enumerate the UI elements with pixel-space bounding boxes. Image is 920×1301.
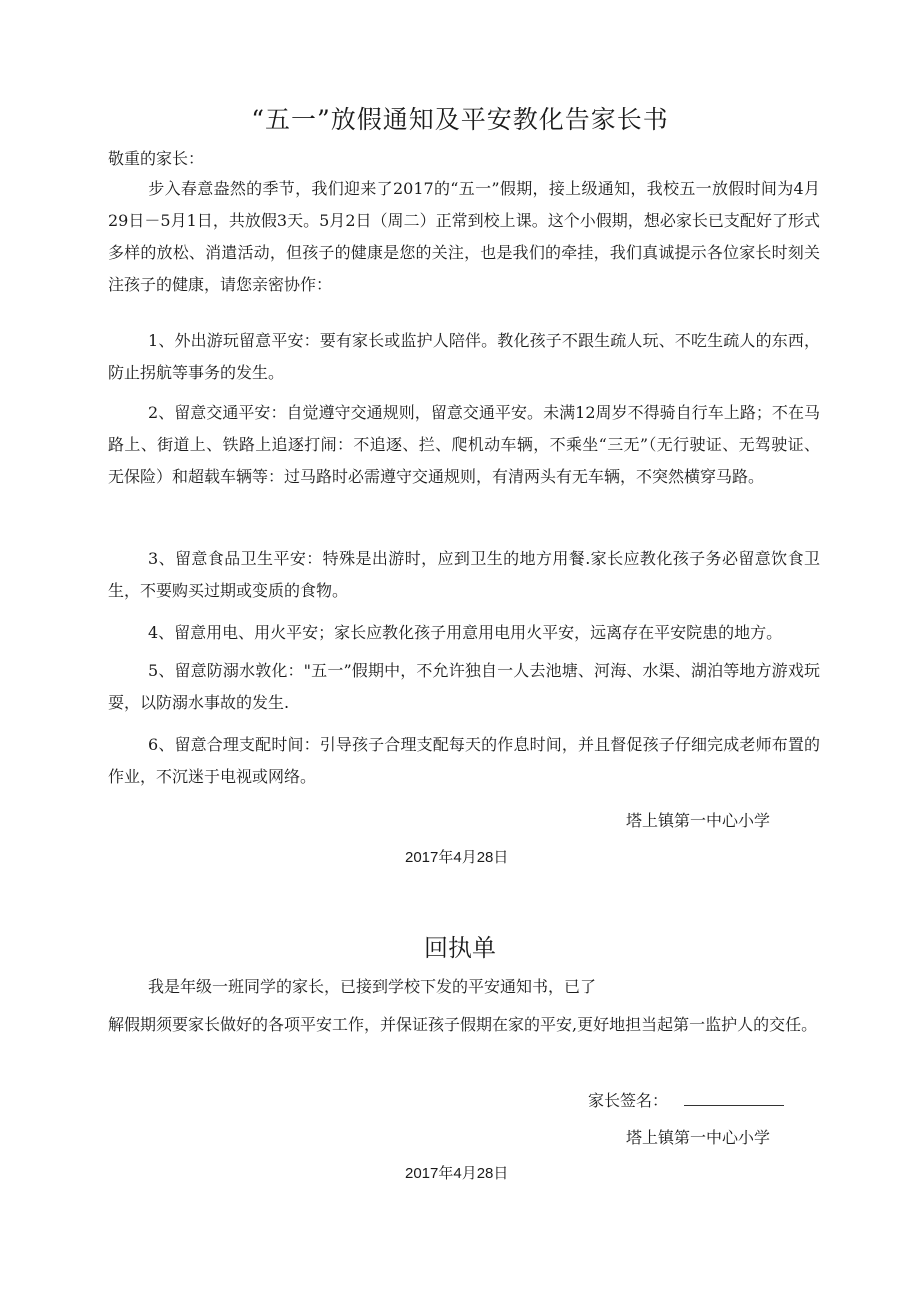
intro-paragraph	[108, 173, 820, 301]
signature-field[interactable]	[684, 1089, 784, 1106]
salutation: 敬重的家长：	[108, 149, 205, 168]
signature-row	[588, 1088, 784, 1111]
notice-item-5: 5、留意防溺水敦化："五一”假期中，不允许独自一人去池塘、河海、水渠、湖泊等地方游戏玩耍，以防溺水事故的发生.	[108, 661, 820, 712]
receipt-line-1: 我是年级一班同学的家长，已接到学校下发的平安通知书，已了	[148, 977, 597, 996]
notice-signer: 塔上镇第一中心小学	[626, 811, 771, 830]
notice-item-2: 2、留意交通平安：自觉遵守交通规则，留意交通平安。未满12周岁不得骑自行车上路；不在马路上、街道上、铁路上追逐打闹：不追逐、拦、爬机动车辆，不乘坐“三无”（无行驶证、无驾驶证、无保险）和超载车辆等：过马路时必需遵守交通规则，有清两头有无车辆，不突然横穿马路。	[108, 403, 820, 486]
notice-title: “五一”放假通知及平安教化告家长书	[251, 105, 669, 134]
notice-item-3: 3、留意食品卫生平安：特殊是出游时，应到卫生的地方用餐.家长应教化孩子务必留意饮食卫生，不要购买过期或变质的食物。	[108, 549, 820, 600]
receipt-title: 回执单	[424, 934, 496, 962]
receipt-date: 2017年4月28日	[405, 1165, 509, 1182]
signature-label: 家长签名：	[588, 1091, 669, 1110]
intro-text: 步入春意盎然的季节，我们迎来了2017的“五一”假期，接上级通知，我校五一放假时间为4月29日－5月1日，共放假3天。5月2日（周二）正常到校上课。这个小假期，想必家长已支配好了形式多样的放松、消遣活动，但孩子的健康是您的关注，也是我们的牵挂，我们真诚提示各位家长时刻关注孩子的健康，请您亲密协作：	[108, 179, 820, 294]
notice-item-6: 6、留意合理支配时间：引导孩子合理支配每天的作息时间，并且督促孩子仔细完成老师布置的作业，不沉迷于电视或网络。	[108, 735, 820, 786]
receipt-line-2: 解假期须要家长做好的各项平安工作，并保证孩子假期在家的平安,更好地担当起第一监护人的交任。	[108, 1015, 818, 1034]
notice-item-1: 1、外出游玩留意平安：要有家长或监护人陪伴。教化孩子不跟生疏人玩、不吃生疏人的东西，防止拐航等事务的发生。	[108, 331, 820, 382]
receipt-signer: 塔上镇第一中心小学	[626, 1128, 771, 1147]
notice-item-4: 4、留意用电、用火平安；家长应教化孩子用意用电用火平安，远离存在平安院患的地方。	[148, 623, 783, 642]
notice-date: 2017年4月28日	[405, 849, 509, 866]
